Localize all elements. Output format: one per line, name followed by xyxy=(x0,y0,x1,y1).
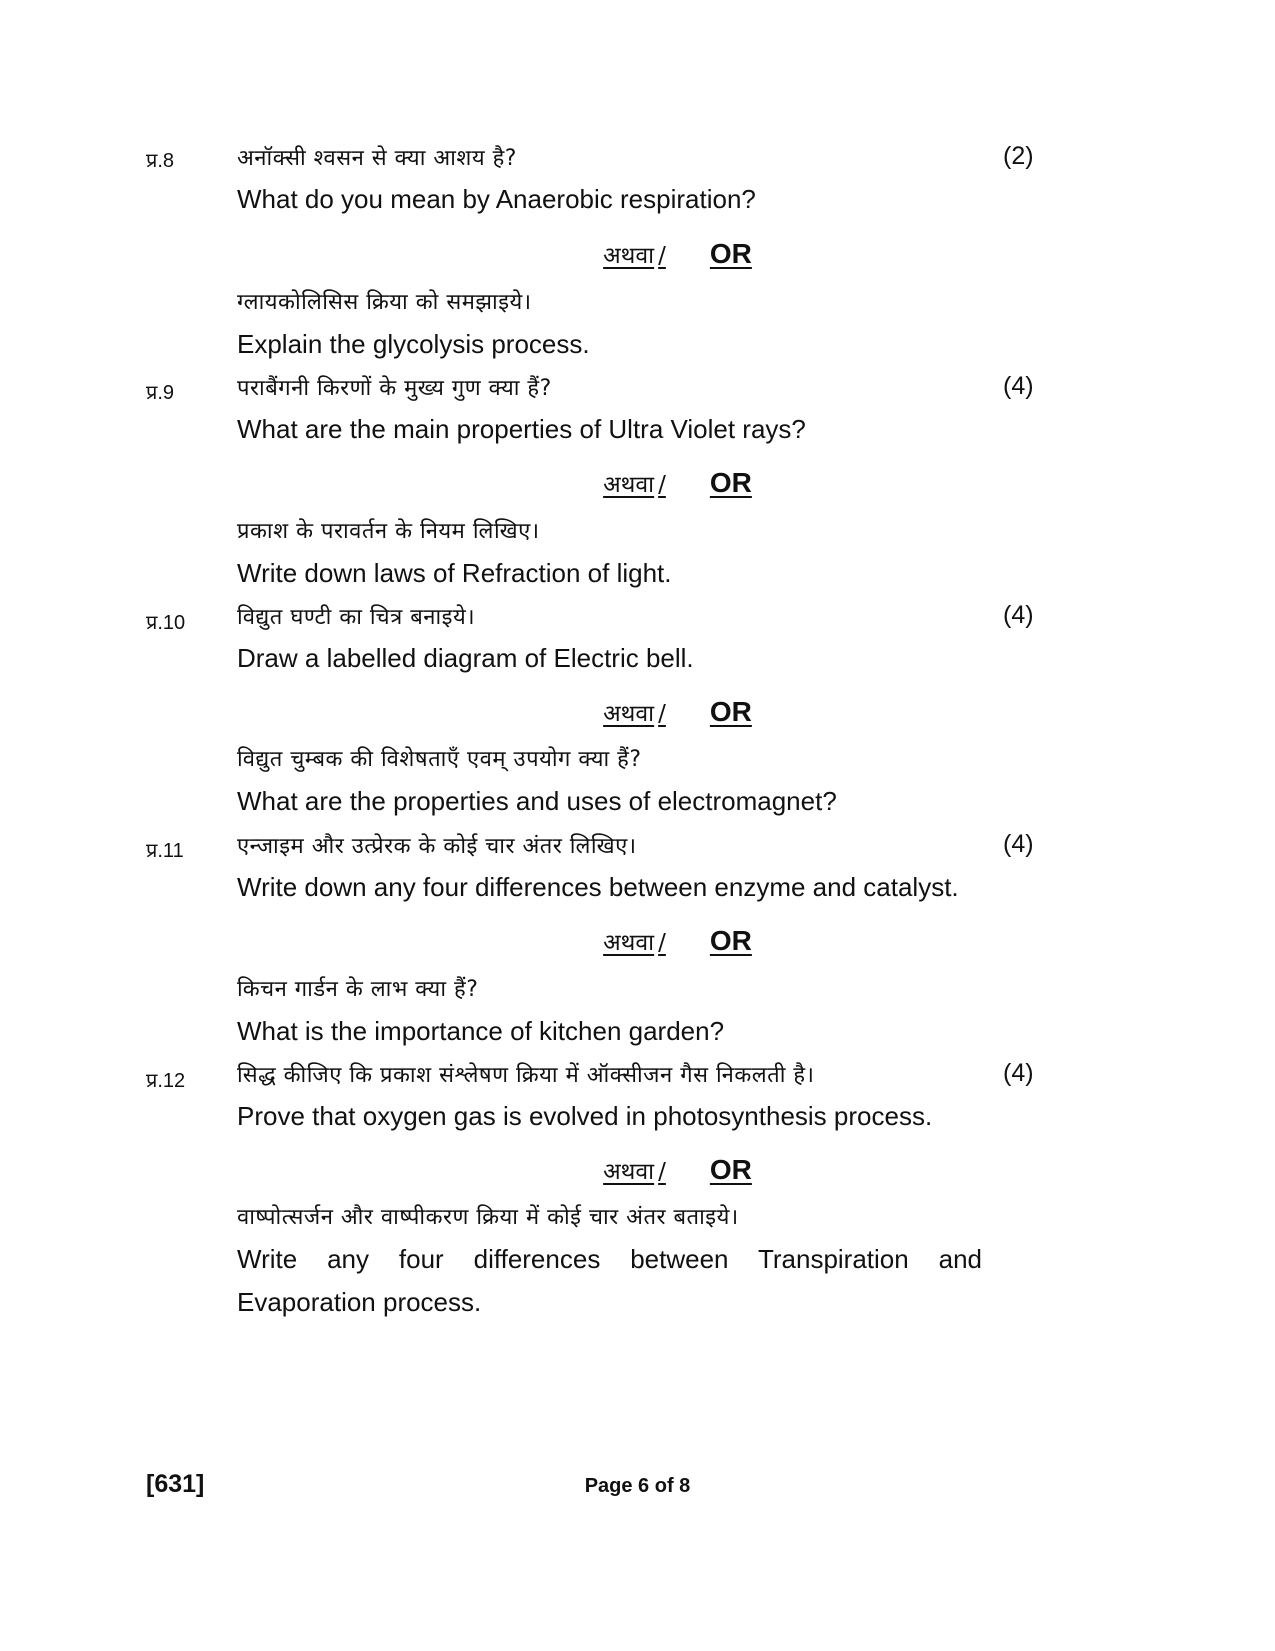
question-number: प्र.8 xyxy=(146,150,175,172)
or-divider xyxy=(0,696,1275,728)
question-text-english: What are the main properties of Ultra Violet rays? xyxy=(237,414,806,444)
alternate-question-english: Write down laws of Refraction of light. xyxy=(237,558,672,588)
question-marks: (4) xyxy=(1003,372,1034,400)
or-label: अथवा / OR xyxy=(603,467,752,498)
alternate-question-english-continued: Evaporation process. xyxy=(237,1287,482,1317)
question-number: प्र.9 xyxy=(146,382,175,404)
question-text-hindi: विद्युत घण्टी का चित्र बनाइये। xyxy=(237,605,476,630)
or-divider xyxy=(0,467,1275,499)
alternate-question-hindi: किचन गार्डन के लाभ क्या हैं? xyxy=(237,977,479,1002)
alternate-question-hindi: वाष्पोत्सर्जन और वाष्पीकरण क्रिया में कोई चार अंतर बताइये। xyxy=(237,1205,739,1230)
alternate-question-english: Write any four differences between Transpiration and xyxy=(237,1244,982,1274)
question-text-english: Prove that oxygen gas is evolved in photosynthesis process. xyxy=(237,1101,933,1131)
question-text-hindi: एन्जाइम और उत्प्रेरक के कोई चार अंतर लिखिए। xyxy=(237,834,637,859)
alternate-question-hindi: ग्लायकोलिसिस क्रिया को समझाइये। xyxy=(237,290,532,315)
alternate-question-english: What is the importance of kitchen garden? xyxy=(237,1016,725,1046)
or-label: अथवा / OR xyxy=(603,925,752,956)
or-label: अथवा / OR xyxy=(603,696,752,727)
or-divider xyxy=(0,925,1275,957)
question-number: प्र.10 xyxy=(146,612,186,634)
question-text-hindi: अनॉक्सी श्वसन से क्या आशय है? xyxy=(237,146,517,171)
alternate-question-hindi: विद्युत चुम्बक की विशेषताएँ एवम् उपयोग क्या हैं? xyxy=(237,747,642,772)
question-marks: (4) xyxy=(1003,601,1034,629)
or-label: अथवा / OR xyxy=(603,1154,752,1185)
paper-code: [631] xyxy=(146,1470,205,1498)
alternate-question-english: What are the properties and uses of electromagnet? xyxy=(237,786,837,816)
alternate-question-english: Explain the glycolysis process. xyxy=(237,329,590,359)
question-text-english: Draw a labelled diagram of Electric bell. xyxy=(237,643,694,673)
question-text-english: What do you mean by Anaerobic respiration? xyxy=(237,184,756,214)
question-marks: (4) xyxy=(1003,830,1034,858)
question-number: प्र.11 xyxy=(146,840,184,862)
page-number: Page 6 of 8 xyxy=(584,1475,691,1497)
question-text-hindi: सिद्ध कीजिए कि प्रकाश संश्लेषण क्रिया में ऑक्सीजन गैस निकलती है। xyxy=(237,1063,815,1088)
question-marks: (4) xyxy=(1003,1059,1034,1087)
question-number: प्र.12 xyxy=(146,1070,186,1092)
question-text-hindi: पराबैंगनी किरणों के मुख्य गुण क्या हैं? xyxy=(237,376,552,401)
question-marks: (2) xyxy=(1003,142,1034,170)
or-label: अथवा / OR xyxy=(603,238,752,269)
or-divider xyxy=(0,1154,1275,1186)
alternate-question-hindi: प्रकाश के परावर्तन के नियम लिखिए। xyxy=(237,519,540,544)
question-text-english: Write down any four differences between enzyme and catalyst. xyxy=(237,872,959,902)
or-divider xyxy=(0,238,1275,270)
